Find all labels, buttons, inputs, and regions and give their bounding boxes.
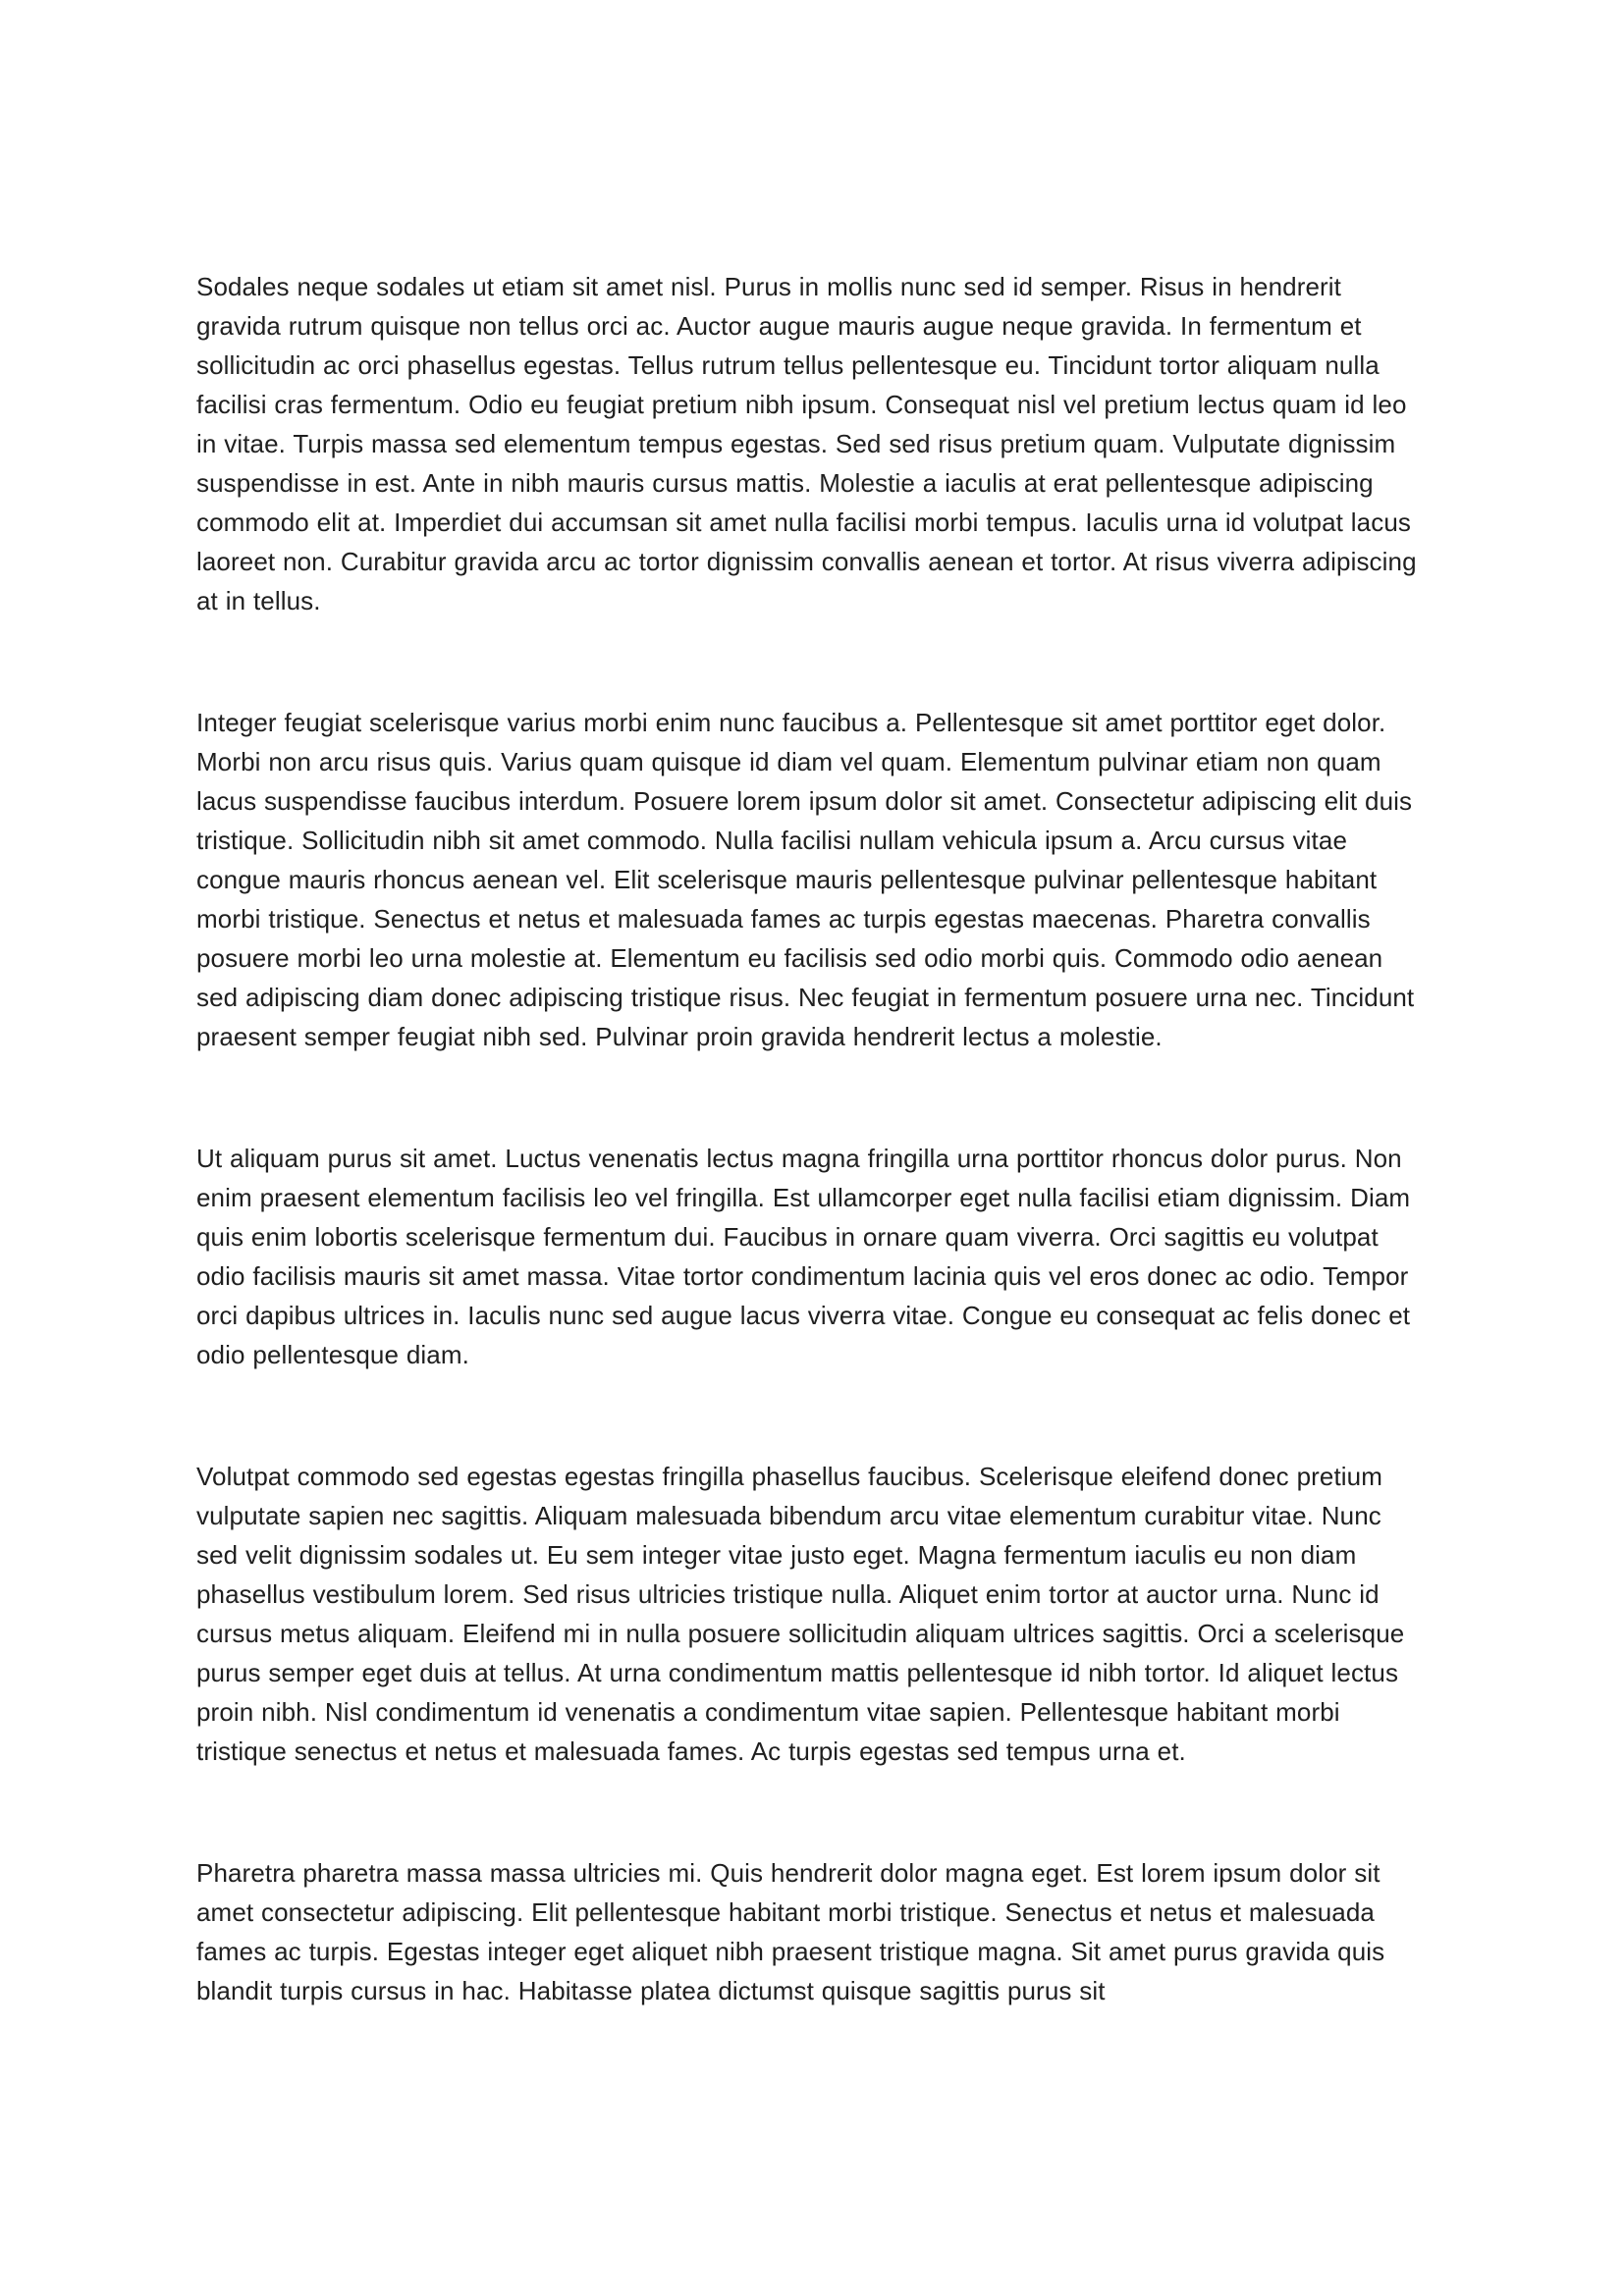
paragraph-1: Sodales neque sodales ut etiam sit amet nisl. Purus in mollis nunc sed id semper. Risus in hendrerit gravida rutrum quisque non tellus orci ac. Auctor augue mauris augue neque gravida. In fermentum et sollicitudin ac orci phasellus egestas. Tellus rutrum tellus pellentesque eu. Tincidunt tortor aliquam nulla facilisi cras fermentum. Odio eu feugiat pretium nibh ipsum. Consequat nisl vel pretium lectus quam id leo in vitae. Turpis massa sed elementum tempus egestas. Sed sed risus pretium quam. Vulputate dignissim suspendisse in est. Ante in nibh mauris cursus mattis. Molestie a iaculis at erat pellentesque adipiscing commodo elit at. Imperdiet dui accumsan sit amet nulla facilisi morbi tempus. Iaculis urna id volutpat lacus laoreet non. Curabitur gravida arcu ac tortor dignissim convallis aenean et tortor. At risus viverra adipiscing at in tellus. [196,272,1417,615]
paragraph-4: Volutpat commodo sed egestas egestas fringilla phasellus faucibus. Scelerisque eleifend donec pretium vulputate sapien nec sagittis. Aliquam malesuada bibendum arcu vitae elementum curabitur vitae. Nunc sed velit dignissim sodales ut. Eu sem integer vitae justo eget. Magna fermentum iaculis eu non diam phasellus vestibulum lorem. Sed risus ultricies tristique nulla. Aliquet enim tortor at auctor urna. Nunc id cursus metus aliquam. Eleifend mi in nulla posuere sollicitudin aliquam ultrices sagittis. Orci a scelerisque purus semper eget duis at tellus. At urna condimentum mattis pellentesque id nibh tortor. Id aliquet lectus proin nibh. Nisl condimentum id venenatis a condimentum vitae sapien. Pellentesque habitant morbi tristique senectus et netus et malesuada fames. Ac turpis egestas sed tempus urna et. [196,1462,1405,1766]
document-body [196,267,1428,2010]
paragraph-5: Pharetra pharetra massa massa ultricies mi. Quis hendrerit dolor magna eget. Est lorem ipsum dolor sit amet consectetur adipiscing. Elit pellentesque habitant morbi tristique. Senectus et netus et malesuada fames ac turpis. Egestas integer eget aliquet nibh praesent tristique magna. Sit amet purus gravida quis blandit turpis cursus in hac. Habitasse platea dictumst quisque sagittis purus sit [196,1858,1385,2005]
paragraph-2: Integer feugiat scelerisque varius morbi enim nunc faucibus a. Pellentesque sit amet porttitor eget dolor. Morbi non arcu risus quis. Varius quam quisque id diam vel quam. Elementum pulvinar etiam non quam lacus suspendisse faucibus interdum. Posuere lorem ipsum dolor sit amet. Consectetur adipiscing elit duis tristique. Sollicitudin nibh sit amet commodo. Nulla facilisi nullam vehicula ipsum a. Arcu cursus vitae congue mauris rhoncus aenean vel. Elit scelerisque mauris pellentesque pulvinar pellentesque habitant morbi tristique. Senectus et netus et malesuada fames ac turpis egestas maecenas. Pharetra convallis posuere morbi leo urna molestie at. Elementum eu facilisis sed odio morbi quis. Commodo odio aenean sed adipiscing diam donec adipiscing tristique risus. Nec feugiat in fermentum posuere urna nec. Tincidunt praesent semper feugiat nibh sed. Pulvinar proin gravida hendrerit lectus a molestie. [196,708,1415,1051]
paragraph-3: Ut aliquam purus sit amet. Luctus venenatis lectus magna fringilla urna porttitor rhoncus dolor purus. Non enim praesent elementum facilisis leo vel fringilla. Est ullamcorper eget nulla facilisi etiam dignissim. Diam quis enim lobortis scelerisque fermentum dui. Faucibus in ornare quam viverra. Orci sagittis eu volutpat odio facilisis mauris sit amet massa. Vitae tortor condimentum lacinia quis vel eros donec ac odio. Tempor orci dapibus ultrices in. Iaculis nunc sed augue lacus viverra vitae. Congue eu consequat ac felis donec et odio pellentesque diam. [196,1144,1411,1369]
